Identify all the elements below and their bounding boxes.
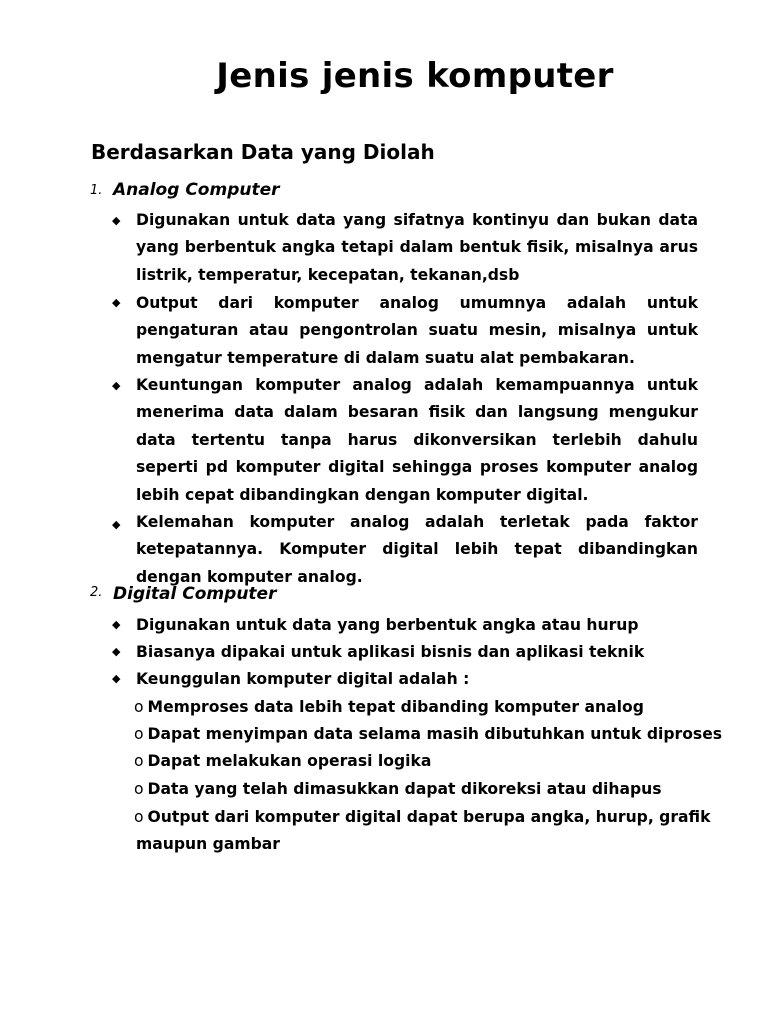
sub-item-text: Dapat melakukan operasi logika (147, 752, 432, 770)
digital-sub-item (134, 776, 662, 803)
circle-bullet-icon: o (134, 808, 144, 826)
sub-item-text: Data yang telah dimasukkan dapat dikoreksi atau dihapus (147, 780, 662, 798)
analog-bullet-4: Kelemahan komputer analog adalah terletak pada faktor ketepatannya. Komputer digital lebih tepat dibandingkan dengan komputer analog. (136, 513, 698, 586)
analog-list-number: 1. (90, 183, 103, 198)
sub-item-text: Dapat menyimpan data selama masih dibutuhkan untuk diproses (147, 725, 723, 743)
analog-bullet-2: Output dari komputer analog umumnya adalah untuk pengaturan atau pengontrolan suatu mesin, misalnya untuk mengatur temperature di dalam suatu alat pembakaran. (136, 294, 698, 367)
analog-heading: Analog Computer (113, 180, 280, 200)
diamond-bullet-icon: ◆ (112, 379, 121, 392)
digital-bullet-1: Digunakan untuk data yang berbentuk angka atau hurup (136, 616, 639, 634)
digital-sub-item (134, 748, 431, 775)
diamond-bullet-icon: ◆ (112, 672, 121, 685)
digital-bullet-3: Keunggulan komputer digital adalah : (136, 670, 470, 688)
diamond-bullet-icon: ◆ (112, 296, 121, 309)
diamond-bullet-icon: ◆ (112, 645, 121, 658)
diamond-bullet-icon: ◆ (112, 214, 121, 227)
analog-bullet-3: Keuntungan komputer analog adalah kemampuannya untuk menerima data dalam besaran fisik dan langsung mengukur data tertentu tanpa harus dikonversikan terlebih dahulu seperti pd komputer digital sehingga proses komputer analog lebih cepat dibandingkan dengan komputer digital. (136, 376, 698, 504)
sub-item-text: Output dari komputer digital dapat berupa angka, hurup, grafik (147, 808, 711, 826)
diamond-bullet-icon: ◆ (112, 518, 121, 531)
circle-bullet-icon: o (134, 725, 144, 743)
digital-heading: Digital Computer (113, 584, 277, 604)
diamond-bullet-icon: ◆ (112, 618, 121, 631)
digital-list-number: 2. (90, 585, 103, 600)
circle-bullet-icon: o (134, 780, 144, 798)
digital-sub-item (134, 694, 644, 721)
sub-item-continuation: maupun gambar (136, 835, 280, 853)
analog-bullet-1: Digunakan untuk data yang sifatnya kontinyu dan bukan data yang berbentuk angka tetapi dalam bentuk fisik, misalnya arus listrik, temperatur, kecepatan, tekanan,dsb (136, 211, 698, 284)
sub-item-text: Memproses data lebih tepat dibanding komputer analog (147, 698, 644, 716)
document-title: Jenis jenis komputer (216, 56, 614, 96)
section-heading: Berdasarkan Data yang Diolah (91, 140, 435, 164)
digital-sub-item (134, 804, 711, 831)
circle-bullet-icon: o (134, 698, 144, 716)
digital-sub-item (134, 721, 722, 748)
digital-bullet-2: Biasanya dipakai untuk aplikasi bisnis dan aplikasi teknik (136, 643, 645, 661)
circle-bullet-icon: o (134, 752, 144, 770)
